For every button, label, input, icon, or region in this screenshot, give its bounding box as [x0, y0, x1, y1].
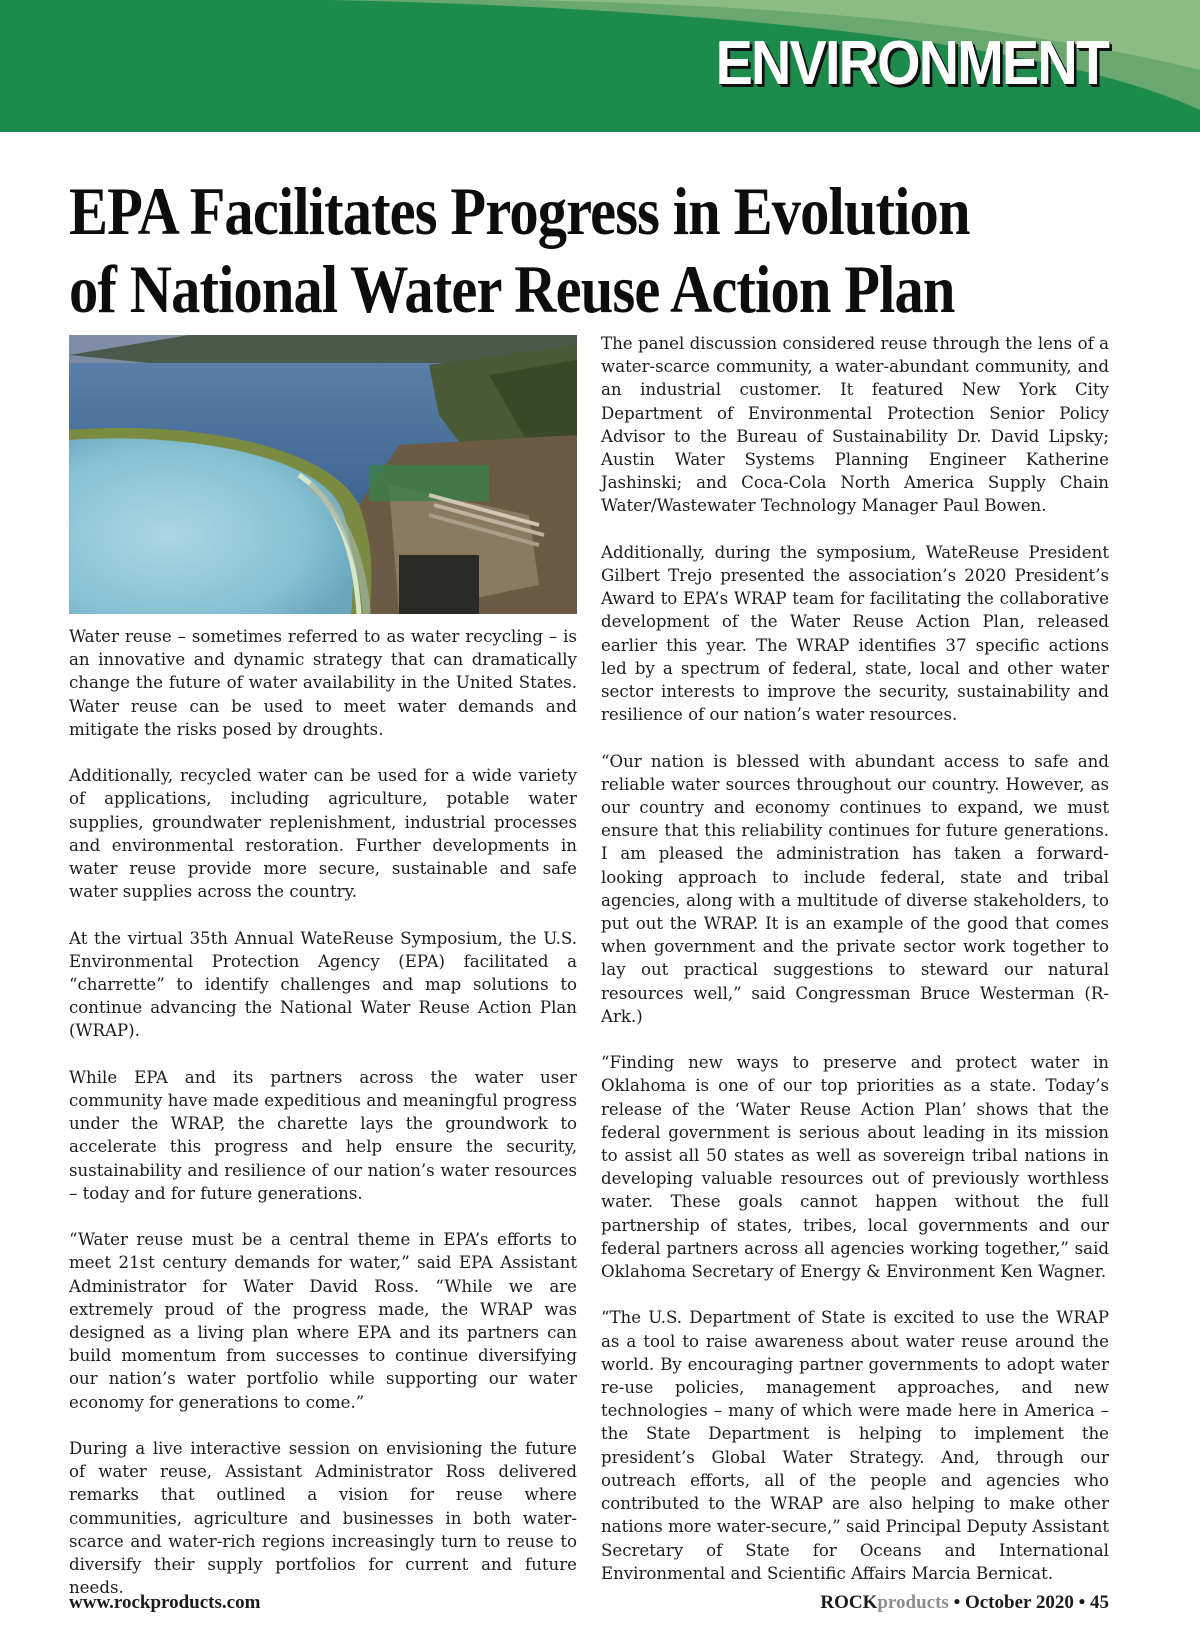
- left-column: [69, 625, 577, 1623]
- headline-line-1: EPA Facilitates Progress in Evolution: [69, 173, 970, 249]
- left-paragraph-4: While EPA and its partners across the water user community have made expeditious and meaningful progress under the WRAP, the charette lays the groundwork to accelerate this progress and help ensure the security, sustainability and resilience of our nation’s water resources – today and for future generations.: [69, 1067, 577, 1203]
- right-paragraph-1: The panel discussion considered reuse through the lens of a water-scarce community, a water-abundant community, and an industrial customer. It featured New York City Department of Environmental Protection Senior Policy Advisor to the Bureau of Sustainability Dr. David Lipsky; Austin Water Systems Planning Engineer Katherine Jashinski; and Coca-Cola North America Supply Chain Water/Wastewater Technology Manager Paul Bowen.: [601, 334, 1109, 516]
- headline-line-2: of National Water Reuse Action Plan: [69, 251, 955, 327]
- water-reuse-basin-photo: [69, 335, 577, 614]
- left-paragraph-3: At the virtual 35th Annual WateReuse Symposium, the U.S. Environmental Protection Agency (EPA) facilitated a “charrette” to identify challenges and map solutions to continue advancing the National Water Reuse Action Plan (WRAP).: [69, 928, 577, 1041]
- footer-website: www.rockproducts.com: [69, 1592, 261, 1613]
- right-paragraph-4: “Finding new ways to preserve and protect water in Oklahoma is one of our top priorities as a state. Today’s release of the ‘Water Reuse Action Plan’ shows that the federal government is serious about leading in its mission to assist all 50 states as well as sovereign tribal nations in developing valuable resources out of previously worthless water. These goals cannot happen without the full partnership of states, tribes, local governments and our federal partners across all agencies working together,” said Oklahoma Secretary of Energy & Environment Ken Wagner.: [601, 1053, 1109, 1282]
- right-column: [601, 332, 1109, 1608]
- section-label: ENVIRONMENT: [715, 29, 1108, 98]
- article-headline: [69, 172, 981, 328]
- article-photo: [69, 335, 577, 614]
- header-band: [0, 0, 1200, 132]
- footer-issue: • October 2020 • 45: [948, 1592, 1109, 1613]
- right-paragraph-3: “Our nation is blessed with abundant access to safe and reliable water sources throughout our country. However, as our country and economy continues to expand, we must ensure that this reliability continues for future generations. I am pleased the administration has taken a forward-looking approach to include federal, state and tribal agencies, along with a multitude of diverse stakeholders, to put out the WRAP. It is an example of the good that comes when government and the private sector work together to lay out practical suggestions to steward our natural resources well,” said Congressman Bruce Westerman (R-Ark.): [601, 751, 1109, 1026]
- right-paragraph-5: “The U.S. Department of State is excited to use the WRAP as a tool to raise awareness about water reuse around the world. By encouraging partner governments to adopt water re-use policies, management approaches, and new technologies – many of which were made here in America – the State Department is helping to implement the president’s Global Water Strategy. And, through our outreach efforts, all of the people and agencies who contributed to the WRAP are also helping to make other nations more water-secure,” said Principal Deputy Assistant Secretary of State for Oceans and International Environmental and Scientific Affairs Marcia Bernicat.: [601, 1308, 1109, 1583]
- footer-brand-light: products: [877, 1592, 949, 1613]
- footer-folio: [820, 1592, 1109, 1614]
- left-paragraph-1: Water reuse – sometimes referred to as water recycling – is an innovative and dynamic strategy that can dramatically change the future of water availability in the United States. Water reuse can be used to meet water demands and mitigate the risks posed by droughts.: [69, 627, 577, 739]
- left-paragraph-5: “Water reuse must be a central theme in EPA’s efforts to meet 21st century demands for water,” said EPA Assistant Administrator for Water David Ross. “While we are extremely proud of the progress made, the WRAP was designed as a living plan where EPA and its partners can build momentum from successes to continue diversifying our nation’s water portfolio while supporting our water economy for generations to come.”: [69, 1230, 577, 1412]
- left-paragraph-6: During a live interactive session on envisioning the future of water reuse, Assistant Administrator Ross delivered remarks that outlined a vision for reuse where communities, agriculture and businesses in both water-scarce and water-rich regions increasingly turn to reuse to diversify their supply portfolios for current and future needs.: [69, 1439, 577, 1598]
- footer-brand-bold: ROCK: [820, 1592, 878, 1613]
- left-paragraph-2: Additionally, recycled water can be used for a wide variety of applications, including agriculture, potable water supplies, groundwater replenishment, industrial processes and environmental restoration. Further developments in water reuse provide more secure, sustainable and safe water supplies across the country.: [69, 766, 577, 902]
- right-paragraph-2: Additionally, during the symposium, WateReuse President Gilbert Trejo presented the association’s 2020 President’s Award to EPA’s WRAP team for facilitating the collaborative development of the Water Reuse Action Plan, released earlier this year. The WRAP identifies 37 specific actions led by a spectrum of federal, state, local and other water sector interests to improve the security, sustainability and resilience of our nation’s water resources.: [601, 542, 1109, 725]
